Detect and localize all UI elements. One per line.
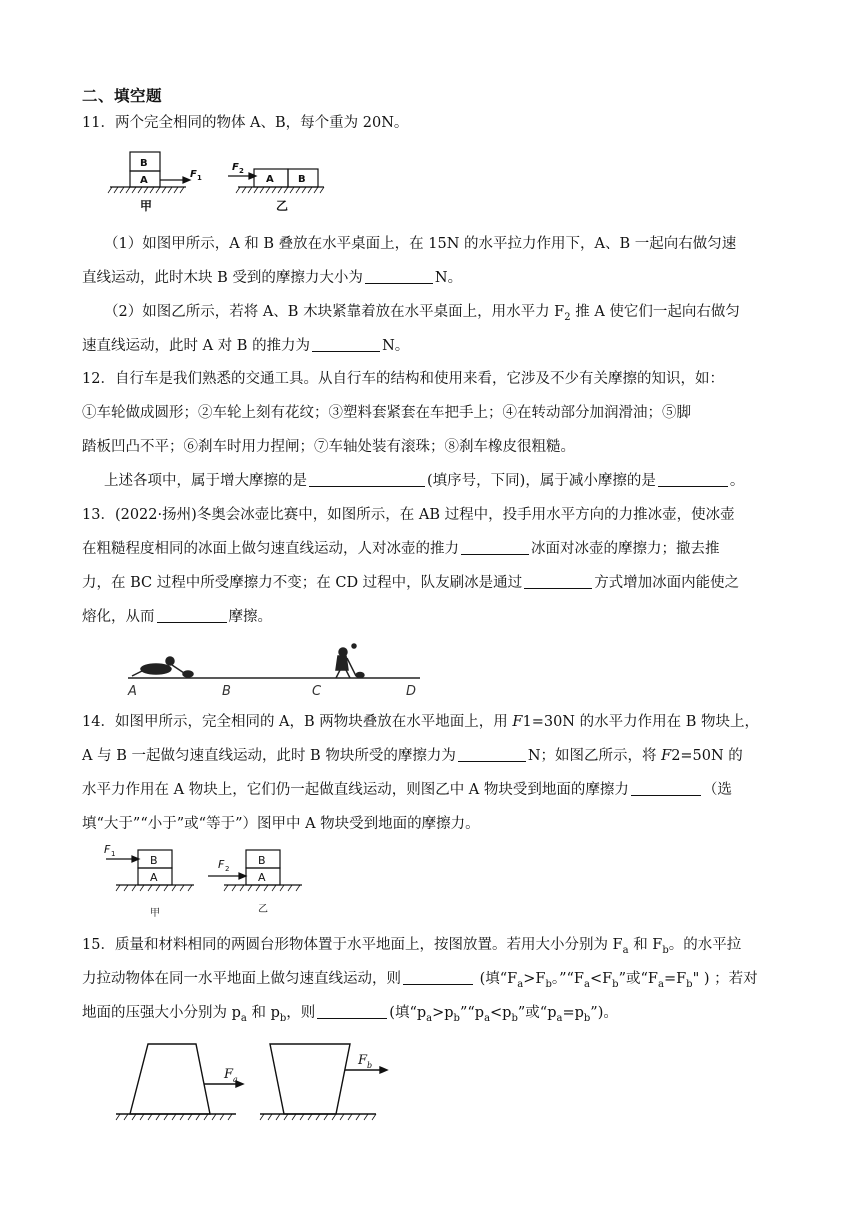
q13-point-b: B [222, 684, 231, 699]
q14-bottom1: A [150, 871, 158, 884]
answer-blank[interactable] [658, 472, 728, 487]
frustum-a [130, 1044, 210, 1114]
q14-force1: F [104, 843, 111, 856]
q15-frustum-figure [112, 1040, 402, 1130]
q12-line2: ①车轮做成圆形；②车轮上刻有花纹；③塑料套紧套在车把手上；④在转动部分加润滑油；⑤脚 [82, 405, 691, 421]
q15-fb-sub: b [367, 1061, 373, 1070]
q13-line2: 在粗糙程度相同的冰面上做匀速直线运动，人对冰壶的推力 冰面对冰壶的摩擦力；撤去推 [82, 541, 720, 557]
answer-blank[interactable] [461, 540, 529, 555]
q11-force2: F [232, 162, 239, 173]
answer-blank[interactable] [312, 337, 380, 352]
q15-line3: 地面的压强大小分别为 $p_a$ 和 $p_b$，则 (填“$p_a>p_b”“p_a<p_b$”或“$p_a=p_b$”)。 [82, 1005, 618, 1024]
q11-figure [100, 148, 330, 220]
q11-force1: F [190, 169, 197, 180]
q15-fb: F [358, 1053, 368, 1068]
q14-force2: F [218, 858, 225, 871]
q14-bottom2: A [258, 871, 266, 884]
frustum-b [270, 1044, 350, 1114]
q11-label-b: B [140, 158, 148, 169]
answer-blank[interactable] [365, 269, 433, 284]
answer-blank[interactable] [317, 1004, 387, 1019]
q15-fa: F [224, 1067, 234, 1082]
q15-line1: 15．质量和材料相同的两圆台形物体置于水平地面上，按图放置。若用大小分别为 $F_a$ 和 $F_b$。的水平拉 [82, 937, 742, 956]
q11-label-b2: B [298, 174, 306, 185]
q13-point-d: D [406, 684, 417, 699]
q15-line2: 力拉动物体在同一水平地面上做匀速直线运动，则 (填“$F_a>F_b$。$”“F_a<F_b$”或“$F_a=F_b$" ) ；若对 [82, 971, 758, 990]
q14-figure [102, 840, 312, 920]
answer-blank[interactable] [631, 781, 701, 796]
q14-fig-yi: 乙 [258, 904, 268, 915]
answer-blank[interactable] [458, 747, 526, 762]
q11-part1-line1: （1）如图甲所示，A 和 B 叠放在水平桌面上，在 15N 的水平拉力作用下，A、B 一起向右做匀速 [104, 236, 737, 252]
q15-fa-sub: a [233, 1075, 238, 1084]
answer-blank[interactable] [157, 608, 227, 623]
q14-line4: 填“大于”“小于”或“等于”）图甲中 A 物块受到地面的摩擦力。 [82, 816, 480, 832]
q11-label-a: A [140, 175, 148, 186]
q13-point-a: A [128, 684, 137, 699]
q11-part1-line2: 直线运动，此时木块 B 受到的摩擦力大小为 N。 [82, 270, 463, 286]
q14-force1-sub: 1 [111, 850, 116, 858]
q13-line4: 熔化，从而 摩擦。 [82, 609, 272, 625]
q13-curling-figure [124, 640, 424, 700]
section-title: 二、填空题 [82, 87, 163, 105]
q13-line1: 13．(2022·扬州)冬奥会冰壶比赛中，如图所示，在 AB 过程中，投手用水平方向的力推冰壶，使冰壶 [82, 507, 735, 523]
q12-line4: 上述各项中，属于增大摩擦的是 (填序号，下同)，属于减小摩擦的是 。 [104, 473, 745, 489]
q11-part2-line2: 速直线运动，此时 A 对 B 的推力为 N。 [82, 338, 410, 354]
q11-force2-sub: 2 [239, 167, 244, 175]
answer-blank[interactable] [403, 970, 473, 985]
q14-fig-jia: 甲 [150, 908, 160, 919]
q14-line1: 14．如图甲所示，完全相同的 A，B 两物块叠放在水平地面上，用 F1=30N 的水平力作用在 B 物块上， [82, 714, 759, 730]
q13-line3: 力，在 BC 过程中所受摩擦力不变；在 CD 过程中，队友刷冰是通过 方式增加冰面内能使之 [82, 575, 740, 591]
q12-line3: 踏板凹凸不平；⑥刹车时用力捏闸；⑦车轴处装有滚珠；⑧刹车橡皮很粗糙。 [82, 439, 575, 455]
q11-label-a2: A [266, 174, 274, 185]
answer-blank[interactable] [309, 472, 425, 487]
q13-point-c: C [312, 684, 322, 699]
q14-force2-sub: 2 [225, 865, 230, 873]
q11-fig-yi: 乙 [276, 199, 289, 213]
q11-part2-line1: （2）如图乙所示，若将 A、B 木块紧靠着放在水平桌面上，用水平力 $F_2$ 推 A 使它们一起向右做匀 [104, 304, 740, 323]
q11-fig-jia: 甲 [140, 199, 153, 213]
q11-stem: 11．两个完全相同的物体 A、B，每个重为 20N。 [82, 115, 409, 131]
answer-blank[interactable] [524, 574, 592, 589]
q11-force1-sub: 1 [197, 174, 202, 182]
q14-line2: A 与 B 一起做匀速直线运动，此时 B 物块所受的摩擦力为 N；如图乙所示，将 F2=50N 的 [82, 748, 743, 764]
q14-line3: 水平力作用在 A 物块上，它们仍一起做直线运动，则图乙中 A 物块受到地面的摩擦力 （选 [82, 782, 732, 798]
q14-top1: B [150, 854, 158, 867]
q12-line1: 12．自行车是我们熟悉的交通工具。从自行车的结构和使用来看，它涉及不少有关摩擦的知识，如： [82, 371, 724, 387]
q14-top2: B [258, 854, 266, 867]
